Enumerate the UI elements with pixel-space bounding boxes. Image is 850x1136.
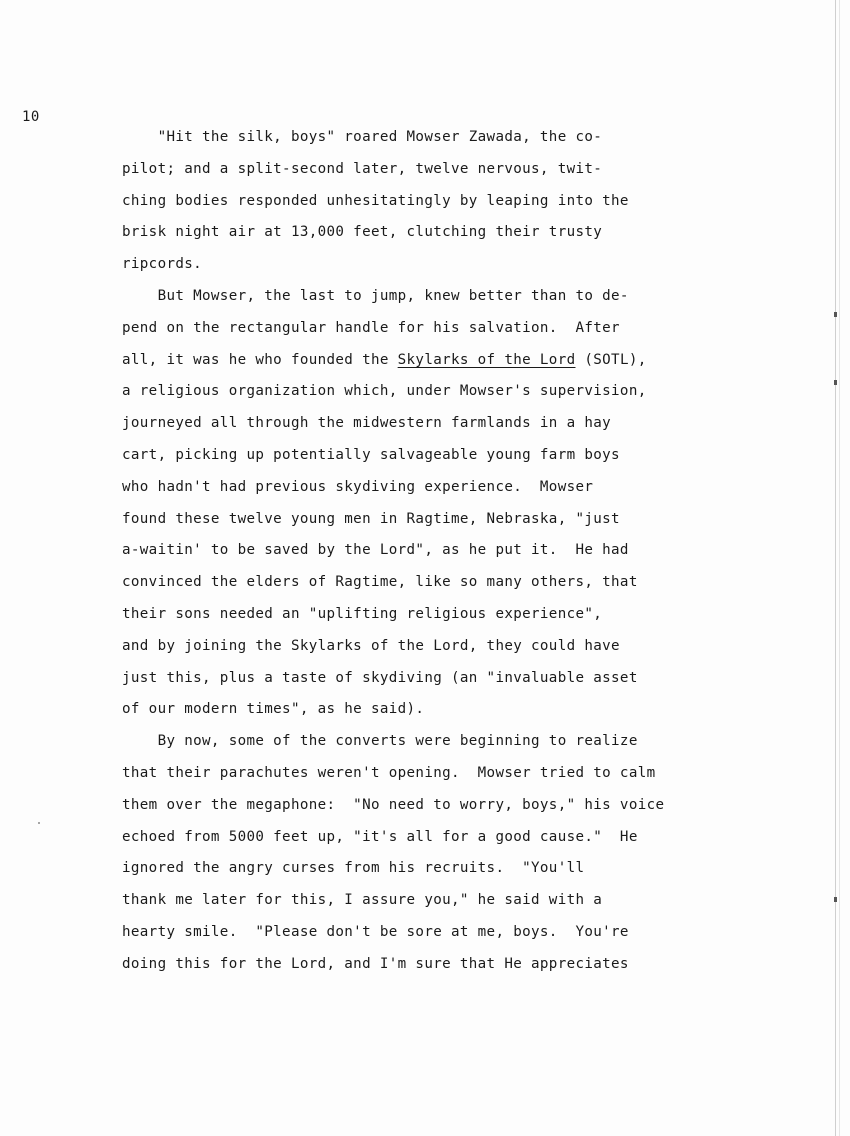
text-line-segment: who hadn't had previous skydiving experience. Mowser bbox=[122, 478, 594, 495]
text-line bbox=[122, 885, 742, 917]
text-line-segment: just this, plus a taste of skydiving (an "invaluable asset bbox=[122, 669, 638, 686]
text-line bbox=[122, 949, 742, 981]
text-line-segment: ignored the angry curses from his recruits. "You'll bbox=[122, 860, 585, 877]
text-line-segment: them over the megaphone: "No need to worry, boys," his voice bbox=[122, 796, 665, 813]
text-line bbox=[122, 376, 742, 408]
text-line-segment: pilot; and a split-second later, twelve nervous, twit- bbox=[122, 160, 603, 177]
text-line bbox=[122, 154, 742, 186]
text-line bbox=[122, 694, 742, 726]
binding-mark bbox=[834, 897, 837, 902]
text-line-segment: brisk night air at 13,000 feet, clutching their trusty bbox=[122, 224, 603, 241]
text-line bbox=[122, 631, 742, 663]
text-line bbox=[122, 217, 742, 249]
text-line bbox=[122, 249, 742, 281]
page-edge-highlight bbox=[839, 0, 840, 1136]
text-line bbox=[122, 599, 742, 631]
text-line-segment: cart, picking up potentially salvageable young farm boys bbox=[122, 446, 620, 463]
text-line bbox=[122, 472, 742, 504]
text-line-segment: "Hit the silk, boys" roared Mowser Zawada, the co- bbox=[122, 129, 603, 145]
text-line-segment: thank me later for this, I assure you," he said with a bbox=[122, 892, 603, 909]
body-text bbox=[122, 122, 742, 981]
paper-speck bbox=[38, 822, 40, 824]
text-line bbox=[122, 917, 742, 949]
text-line-segment: echoed from 5000 feet up, "it's all for a good cause." He bbox=[122, 828, 638, 845]
text-line-segment: ching bodies responded unhesitatingly by leaping into the bbox=[122, 192, 629, 209]
binding-mark bbox=[834, 312, 837, 317]
page-number: 10 bbox=[22, 109, 40, 125]
text-line bbox=[122, 853, 742, 885]
text-line bbox=[122, 758, 742, 790]
text-line-segment: By now, some of the converts were beginning to realize bbox=[122, 733, 638, 750]
text-line bbox=[122, 822, 742, 854]
text-line bbox=[122, 345, 742, 377]
text-line bbox=[122, 122, 742, 154]
text-line-segment: found these twelve young men in Ragtime, Nebraska, "just bbox=[122, 510, 620, 527]
text-line-segment: all, it was he who founded the bbox=[122, 351, 398, 368]
text-line-segment: convinced the elders of Ragtime, like so many others, that bbox=[122, 574, 638, 591]
text-line bbox=[122, 726, 742, 758]
text-line bbox=[122, 281, 742, 313]
text-line-segment: hearty smile. "Please don't be sore at me, boys. You're bbox=[122, 923, 629, 940]
text-line bbox=[122, 440, 742, 472]
text-line bbox=[122, 567, 742, 599]
text-line-segment: a-waitin' to be saved by the Lord", as he put it. He had bbox=[122, 542, 629, 559]
text-line bbox=[122, 186, 742, 218]
text-line bbox=[122, 408, 742, 440]
text-line-segment: doing this for the Lord, and I'm sure that He appreciates bbox=[122, 955, 629, 972]
text-line-segment: their sons needed an "uplifting religious experience", bbox=[122, 605, 603, 622]
text-line-segment: of our modern times", as he said). bbox=[122, 701, 425, 718]
text-line-segment: (SOTL), bbox=[575, 351, 647, 368]
text-line-segment: a religious organization which, under Mowser's supervision, bbox=[122, 383, 647, 400]
text-line bbox=[122, 790, 742, 822]
text-line bbox=[122, 535, 742, 567]
text-line-segment: pend on the rectangular handle for his salvation. After bbox=[122, 319, 620, 336]
text-line-segment: and by joining the Skylarks of the Lord, they could have bbox=[122, 637, 620, 654]
text-line bbox=[122, 504, 742, 536]
binding-mark bbox=[834, 380, 837, 385]
page-edge-shadow bbox=[835, 0, 836, 1136]
text-line-segment: that their parachutes weren't opening. Mowser tried to calm bbox=[122, 764, 656, 781]
text-line-segment: But Mowser, the last to jump, knew better than to de- bbox=[122, 287, 629, 304]
text-line bbox=[122, 313, 742, 345]
text-line-segment: ripcords. bbox=[122, 256, 203, 273]
text-line-segment: journeyed all through the midwestern farmlands in a hay bbox=[122, 415, 612, 432]
underlined-title: Skylarks of the Lord bbox=[397, 351, 576, 368]
text-line bbox=[122, 663, 742, 695]
